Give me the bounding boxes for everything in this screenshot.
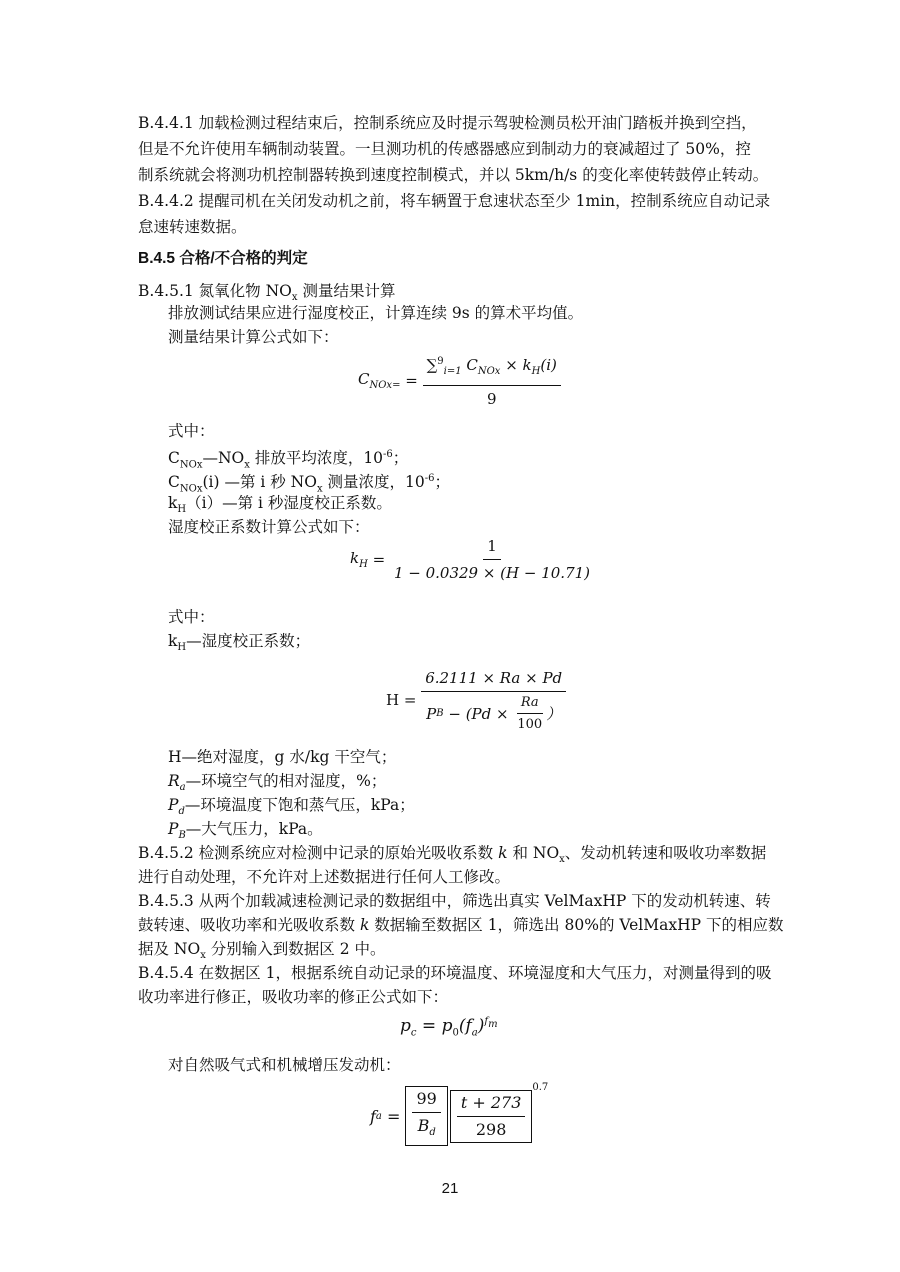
para-b451-line3: 测量结果计算公式如下：: [168, 328, 339, 346]
para-b453-line2: 鼓转速、吸收功率和光吸收系数 k 数据输至数据区 1，筛选出 80%的 VelMaxHP 下的相应数: [138, 916, 784, 934]
para-b454-line2: 收功率进行修正，吸收功率的修正公式如下：: [138, 988, 449, 1006]
def-ra: $R_a—$环境空气的相对湿度，%；: [168, 772, 387, 794]
para-b442-line1: B.4.4.2 提醒司机在关闭发动机之前，将车辆置于怠速状态至少 1min，控制系统应自动记录: [138, 192, 771, 210]
def-h: H—绝对湿度，g 水/kg 干空气；: [168, 748, 397, 766]
where-label-2: 式中：: [168, 608, 215, 626]
def-pb: $P_B—$大气压力，kPa。: [168, 820, 323, 842]
formula-cnox-mean: $C_{NOx=}$ = $\frac{\sum^9_{i=1} C_{NOx} \times k_H(i)}{9}$: [358, 352, 561, 409]
para-b441-line1: B.4.4.1 加载检测过程结束后，控制系统应及时提示驾驶检测员松开油门踏板并换到空挡，: [138, 114, 757, 132]
bracket-pressure-ratio: $\frac{99}{B_d}$: [405, 1086, 447, 1146]
bracket-temperature-ratio: $\frac{t + 273}{298}$: [450, 1090, 533, 1143]
def-cnox-i: $C_{NOx}(i)$ —第 i 秒 $NO_x$ 测量浓度，$10^{-6}$；: [168, 473, 451, 495]
formula-kh: $k_H$ = $\frac{1}{1 - 0.0329 \times (H - 10.71)}$: [350, 537, 591, 582]
para-b451-title: B.4.5.1 氮氧化物 $NO_x$ 测量结果计算: [138, 282, 396, 304]
para-b452-line2: 进行自动处理，不允许对上述数据进行任何人工修改。: [138, 868, 511, 886]
para-b453-line1: B.4.5.3 从两个加载减速检测记录的数据组中，筛选出真实 VelMaxHP 下的发动机转速、转: [138, 892, 771, 910]
para-b441-line2: 但是不允许使用车辆制动装置。一旦测功机的传感器感应到制动力的衰减超过了 50%，控: [138, 140, 751, 158]
formula-h: H = 6.2111 × Ra × Pd P B − (Pd × $\frac{Ra}{100}$ ）: [386, 668, 566, 732]
para-b454-line1: B.4.5.4 在数据区 1，根据系统自动记录的环境温度、环境湿度和大气压力，对测量得到的吸: [138, 964, 772, 982]
para-natural-aspiration: 对自然吸气式和机械增压发动机：: [168, 1056, 401, 1074]
def-pd: $P_d—$环境温度下饱和蒸气压，kPa；: [168, 796, 415, 818]
para-b441-line3: 制系统就会将测功机控制器转换到速度控制模式，并以 5km/h/s 的变化率使转鼓停止转动。: [138, 166, 769, 184]
def-kh: $k_H—$湿度校正系数；: [168, 632, 311, 654]
page-number: 21: [441, 1180, 459, 1197]
formula-pc: $p_c = p_0(f_a)^{f_m}$: [400, 1016, 498, 1039]
kh-intro: 湿度校正系数计算公式如下：: [168, 518, 370, 536]
para-b452-line1: B.4.5.2 检测系统应对检测中记录的原始光吸收系数 k 和 $NO_x$、发动机转速和吸收功率数据: [138, 844, 767, 866]
formula-fa: f a = $\frac{99}{B_d}$ $\frac{t + 273}{298}$ $^{0.7}$: [370, 1086, 548, 1146]
para-b453-line3: 据及 $NO_x$ 分别输入到数据区 2 中。: [138, 940, 386, 962]
def-cnox: $C_{NOx}—NO_x$ 排放平均浓度，$10^{-6}$；: [168, 449, 409, 471]
def-kh-i: $k_H(i)—$第 i 秒湿度校正系数。: [168, 494, 392, 516]
para-b442-line2: 怠速转速数据。: [138, 218, 247, 236]
where-label-1: 式中：: [168, 422, 215, 440]
para-b451-line2: 排放测试结果应进行湿度校正，计算连续 9s 的算术平均值。: [168, 304, 584, 322]
section-heading-b45: B.4.5 合格/不合格的判定: [138, 250, 308, 267]
